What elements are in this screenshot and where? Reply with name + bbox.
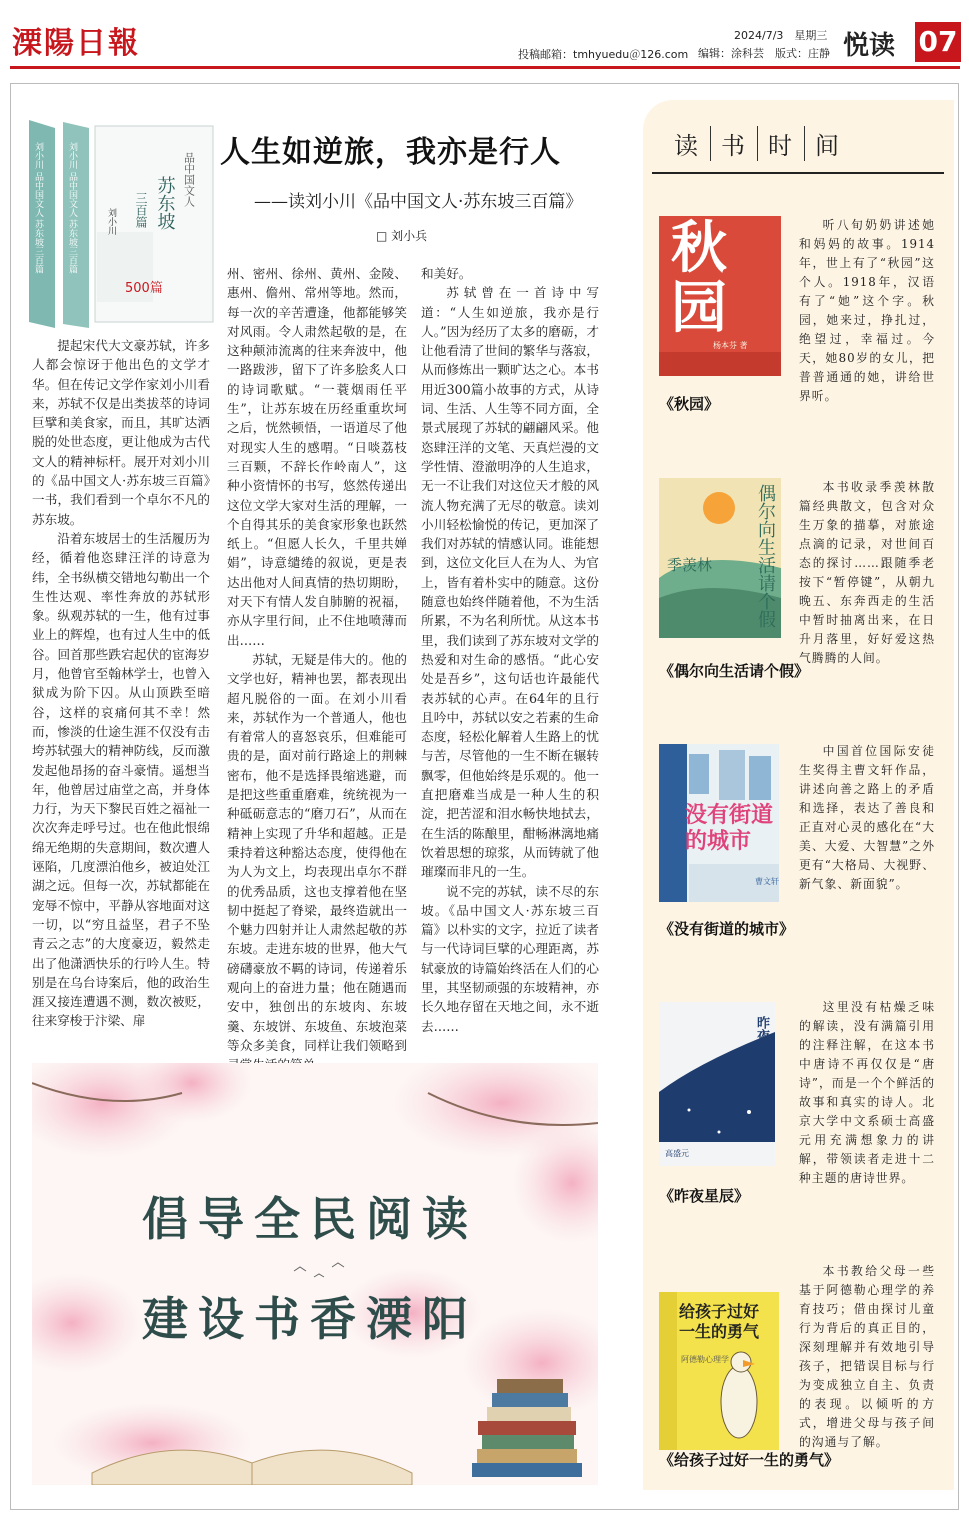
book-description-text: 听八旬奶奶讲述她和妈妈的故事。1914年，世上有了“秋园”这个人。1918年，汉语有了“她”这个字。秋园，她来过，挣扎过，绝望过，幸福过。今天，她80岁的女儿，把普普通通的她，讲给世界听。	[799, 218, 935, 403]
paragraph: 和美好。	[421, 266, 472, 281]
page-number: 07	[915, 22, 961, 62]
sidebar-title-char: 间	[815, 132, 841, 160]
article-book-cover	[25, 112, 220, 334]
book-description-text: 本书收录季羡林散篇经典散文，包含对众生万象的描摹，对旅途点滴的记录，对世间百态的探讨……跟随季老按下“暂停键”，从朝九晚五、东奔西走的生活中暂时抽离出来，在日升月落里，好好爱这热气腾腾的人间。	[799, 480, 935, 665]
cover-spine-1: 刘小川 品中国文人 苏东坡三百篇	[33, 142, 43, 274]
newspaper-logo: 溧陽日報	[12, 26, 140, 61]
cover-spine-2: 刘小川 品中国文人 苏东坡三百篇	[67, 142, 77, 274]
article-column-3	[421, 264, 599, 1036]
book-name: 《给孩子过好一生的勇气》	[659, 1451, 840, 1469]
book-name: 《秋园》	[659, 395, 720, 413]
book-description	[799, 1262, 935, 1452]
banner-slogan-line-1: 倡导全民阅读	[142, 1192, 478, 1246]
paragraph: 州、密州、徐州、黄州、金陵、惠州、儋州、常州等地。然而，每一次的辛苦遭逢，他都能够笑对风雨。令人肃然起敬的是，在这种颠沛流离的往来奔波中，他一路跋涉，留下了许多脍炙人口的诗词歌赋。“一蓑烟雨任平生”，让苏东坡在历经重重坎坷之后，恍然顿悟，一语道尽了他对现实人生的感喟。“日啖荔枝三百颗，不辞长作岭南人”，这种小资情怀的书写，悠然传递出这位文学大家对生活的理解，一个自得其乐的美食家形象也跃然纸上。“但愿人长久，千里共婵娟”，诗意缱绻的叙说，更是表达出他对人间真情的热切期盼，对天下有情人发自肺腑的祝福，亦从字里行间，止不住地喷薄而出……	[227, 266, 407, 648]
cover-badge: 500篇	[125, 281, 163, 296]
article-column-2	[227, 264, 407, 1074]
sidebar-title-char: 读	[664, 126, 711, 161]
book-cover-qiuyuan	[659, 216, 781, 376]
header-rule	[10, 66, 960, 69]
article-column-1	[32, 336, 210, 1031]
book-cover-meiyou	[659, 744, 779, 902]
masthead	[0, 0, 969, 64]
book-name: 《昨夜星辰》	[659, 1187, 750, 1205]
book-cover-zuoye	[659, 1002, 775, 1166]
article-byline: □ 刘小兵	[376, 229, 428, 243]
book-description-text: 中国首位国际安徒生奖得主曹文轩作品，讲述向善之路上的矛盾和选择，表达了善良和正直对心灵的感化在“大美、大爱、大智慧”之外更有“大格局、大视野、新气象、新面貌”。	[799, 744, 935, 891]
paragraph: 苏轼，无疑是伟大的。他的文学也好，精神也罢，都表现出超凡脱俗的一面。在刘小川看来，苏轼作为一个普通人，他也有着常人的喜怒哀乐，但难能可贵的是，面对前行路途上的荆棘密布，他不是选择畏缩逃避，而是把这些重重磨难，统统视为一种砥砺意志的“磨刀石”，从而在精神上实现了升华和超越。正是秉持着这种豁达态度，使得他在为人为文上，均表现出卓尔不群的优秀品质，这也支撑着他在坚韧中挺起了脊梁，最终造就出一个魅力四射并让人肃然起敬的苏东坡。走进东坡的世界，他大气磅礴豪放不羁的诗词，传递着乐观向上的奋进力量；他在随遇而安中，独创出的东坡肉、东坡羹、东坡饼、东坡鱼、东坡泡菜等众多美食，同样让我们领略到	[227, 651, 407, 1053]
book-cover-ouer	[659, 478, 781, 638]
cover-series: 品中国文人	[182, 152, 196, 207]
paragraph: 提起宋代大文豪苏轼，许多人都会惊讶于他出色的文学才华。但在传记文学作家刘小川看来，苏轼不仅是出类拔萃的诗词巨擘和美食家，而且，其旷达洒脱的处世态度，更让他成为古代文人的精神标杆。展开对刘小川的《品中国文人·苏东坡三百篇》一书，我们看到一个卓尔不凡的苏东坡。	[32, 338, 210, 527]
book-cover-geihaizi	[659, 1292, 779, 1450]
book-name: 《偶尔向生活请个假》	[659, 662, 810, 680]
book-cover-author: 杨本芬 著	[713, 341, 748, 350]
article-title: 人生如逆旅，我亦是行人	[220, 135, 561, 170]
book-description-text: 本书教给父母一些基于阿德勒心理学的养育技巧；借由探讨儿童行为背后的真正目的，深刻理解并有效地引导孩子，把错误目标与行为变成独立自主、负责的表现。以倾听的方式，增进父母与孩子间的沟通与了解。	[799, 1264, 935, 1449]
book-description-text: 这里没有枯燥乏味的解读，没有满篇引用的注释注解，在这本书中唐诗不再仅仅是“唐诗”，而是一个个鲜活的故事和真实的诗人。北京大学中文系硕士高盛元用充满想象力的讲解，带领读者走进十二种主题的唐诗世界。	[799, 1000, 935, 1185]
paragraph: 苏轼曾在一首诗中写道：“人生如逆旅，我亦是行人。”因为经历了太多的磨砺，才让他看清了世间的繁华与落寂，从而修炼出一颗旷达之心。本书用近300篇小故事的方式，从诗词、生活、人生等不同方面，全景式展现了苏轼的翩翩风采。他恣肆汪洋的文笔、天真烂漫的文学性情、澄澈明净的人生追求，无一不让我们对这位天才般的风流人物充满了无尽的敬意。读刘小川轻松愉悦的传记，更加深了我们对苏轼的情感认同。谁能想到，这位文化巨人在为人、为官上，皆有着朴实中的随意。这份随意也始终伴随着他，不为生活所累，不为名利所忧。从这本书里，我们读到了苏东坡对文学的热爱和对生命的感悟。“此心安处是吾乡”，这句话也许最能代表苏轼的心声。在64年的且行且吟中，苏轼以安之若素的生命态度，轻松化解着人生路上的忧与苦，尽管他的一生不断在辗转飘零，但他始终是乐观的。他一直把磨难当成是一种人生的积淀，把苦涩和泪水畅快地拭去，在生活的陈酿里，酣畅淋漓地痛饮着思想的琼浆，从而铸就了他璀璨而非凡的一生。	[421, 285, 599, 880]
cover-subtitle: 三百篇	[134, 192, 148, 228]
issue-date: 2024/7/3 星期三	[734, 29, 828, 42]
sidebar-title-char: 书	[711, 126, 758, 161]
book-cover-illustration	[25, 112, 220, 334]
sidebar-title-char: 时	[758, 126, 805, 161]
cover-title: 苏东坡	[154, 176, 176, 230]
book-description	[799, 216, 935, 406]
book-cover-title: 偶尔向生活请个假	[755, 484, 776, 628]
book-cover-band	[659, 352, 781, 376]
book-description	[799, 478, 935, 668]
paragraph: 沿着东坡居士的生活履历为经，循着他恣肆汪洋的诗意为纬，全书纵横交错地勾勒出一个生性达观、率性奔放的苏轼形象。纵观苏轼的一生，他有过事业上的辉煌，也有过人生中的低谷。回首那些跌宕起伏的宦海岁月，他曾官至翰林学士，也曾入狱成为阶下囚。从山顶跌至暗谷，这样的哀痛何其不幸！然而，惨淡的仕途生涯不仅没有击垮苏轼强大的精神防线，反而激发起他昂扬的奋斗豪情。遥想当年，他曾居过庙堂之高，并身体力行，为天下黎民百姓之福祉一次次奔走呼号过。也在他此恨绵绵无绝期的失意期间，数次遭人诬陷，几度漂泊他乡，被迫处江湖之远。但每一次，苏轼都能在宠辱不惊中，平静从容地面对这一切，以“穷且益坚，君子不坠青云之志”的大度豪迈，毅然走出了他潇洒快乐的行吟人生。特别是在乌台诗案后，他的政治生涯又接连遭遇不测，数次被贬，往来穿梭于汴梁、扉	[32, 530, 210, 1029]
submission-email: 投稿邮箱：tmhyuedu＠126.com	[518, 48, 689, 61]
paragraph: 说不完的苏轼，读不尽的东坡。《品中国文人·苏东坡三百篇》以朴实的文字，拉近了读者与一代诗词巨擘的心理距离，苏轼豪放的诗篇始终活在人们的心里，其坚韧顽强的东坡精神，亦长久地存留在天地之间，永不逝去……	[421, 883, 599, 1034]
book-cover-author: 季羡林	[667, 556, 713, 574]
book-cover-author: 阿德勒心理学	[681, 1355, 729, 1364]
section-name: 悦读	[843, 31, 896, 61]
article-subtitle: ——读刘小川《品中国文人·苏东坡三百篇》	[254, 192, 583, 212]
book-cover-author: 高盛元	[665, 1149, 689, 1158]
sidebar-title	[664, 126, 851, 161]
editor-credits: 编辑：涂科芸 版式：庄静	[698, 47, 830, 60]
book-name: 《没有街道的城市》	[659, 920, 795, 938]
book-description	[799, 742, 935, 894]
reading-campaign-banner	[32, 1063, 598, 1485]
book-description	[799, 998, 935, 1188]
book-cover-title: 昨夜星辰	[754, 1016, 769, 1068]
book-cover-title: 给孩子过好一生的勇气	[679, 1302, 760, 1341]
banner-illustration	[32, 1063, 598, 1485]
book-cover-title: 没有街道的城市	[685, 802, 774, 854]
banner-slogan-line-2: 建设书香溧阳	[142, 1292, 478, 1346]
sidebar-rule	[652, 172, 944, 174]
book-cover-author: 曹文轩	[755, 877, 779, 886]
cover-author: 刘小川	[106, 208, 116, 235]
book-cover-title: 秋园	[671, 216, 727, 341]
